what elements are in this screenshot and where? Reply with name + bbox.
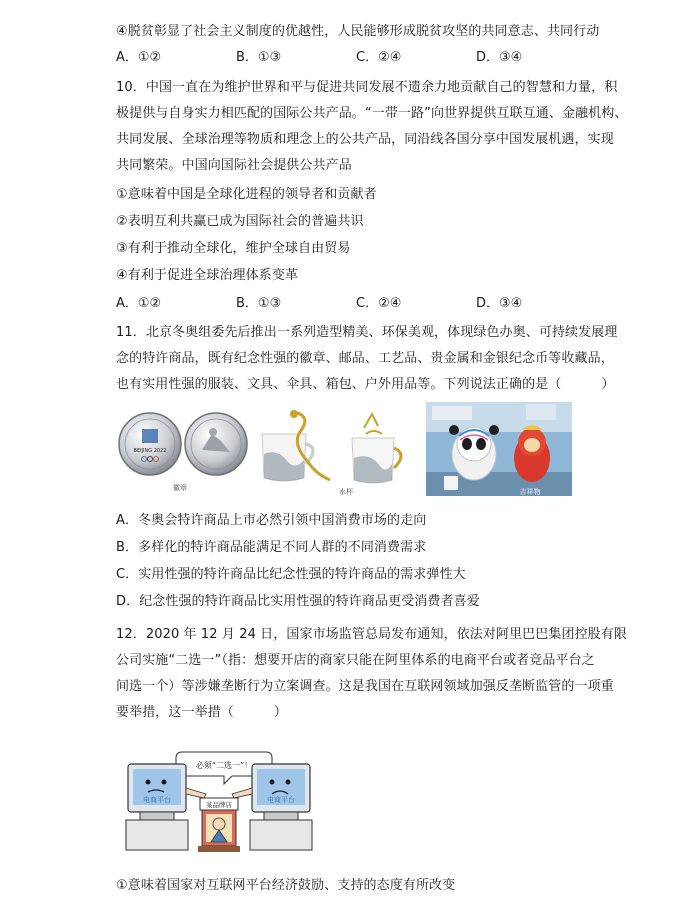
q11-option-a: A．冬奥会特许商品上市必然引领中国消费市场的走向 — [116, 513, 427, 528]
q11-stem-close-paren: ） — [601, 377, 615, 392]
q11-stem-line-3 — [116, 374, 615, 396]
right-screen-label: 电商平台 — [267, 796, 295, 804]
speech-bubble-text: 必须“二选一”！ — [195, 761, 253, 770]
q11-mascot-photo — [426, 402, 572, 496]
caption-cup: 水杯 — [339, 488, 353, 496]
q10-stem-line-1: 10．中国一直在为维护世界和平与促进共同发展不遗余力地贡献自己的智慧和力量，积 — [116, 80, 618, 95]
q9-option-d: D．③④ — [476, 50, 523, 65]
q9-option-b: B．①③ — [236, 50, 282, 65]
q12-stem-close-paren: ） — [273, 705, 288, 720]
q11-stem-line-2: 念的特许商品，既有纪念性强的徽章、邮品、工艺品、贵金属和金银纪念币等收藏品， — [116, 351, 614, 366]
q11-option-b: B．多样化的特许商品能满足不同人群的不同消费需求 — [116, 540, 427, 555]
q12-stem-line-2: 公司实施“二选一”（指：想要开店的商家只能在阿里体系的电商平台或者竞品平台之 — [116, 653, 595, 668]
caption-mascot: 吉祥物 — [519, 488, 541, 496]
q11-option-c: C．实用性强的特许商品比纪念性强的特许商品的需求弹性大 — [116, 567, 466, 582]
q11-cups-photo — [254, 404, 422, 496]
q10-stem-line-4: 共同繁荣。中国向国际社会提供公共产品 — [116, 158, 352, 173]
q10-options — [116, 293, 586, 315]
shop-sign-label: 某品牌店 — [206, 801, 232, 809]
q10-option-d: D．③④ — [476, 296, 523, 311]
q10-item-4: ④有利于促进全球治理体系变革 — [116, 268, 299, 283]
q9-options — [116, 47, 586, 69]
left-screen-label: 电商平台 — [143, 796, 171, 804]
q12-cartoon — [120, 748, 316, 864]
q10-item-2: ②表明互利共赢已成为国际社会的普遍共识 — [116, 214, 364, 229]
q12-stem-line-4 — [116, 702, 586, 724]
q10-option-a: A．①② — [116, 296, 162, 311]
coin-inscription: BEIJING 2022 — [133, 448, 167, 454]
merchant-figure — [213, 818, 225, 830]
q10-item-1: ①意味着中国是全球化进程的领导者和贡献者 — [116, 187, 377, 202]
q10-stem-line-3: 共同发展、全球治理等物质和理念上的公共产品，同沿线各国分享中国发展机遇，实现 — [116, 132, 614, 147]
q10-stem-line-2: 极提供与自身实力相匹配的国际公共产品。“一带一路”向世界提供互联互通、金融机构、 — [116, 106, 628, 121]
q9-item-4: ④脱贫彰显了社会主义制度的优越性，人民能够形成脱贫攻坚的共同意志、共同行动 — [116, 24, 600, 39]
q12-stem-line-3: 间选一个）等涉嫌垄断行为立案调查。这是我国在互联网领域加强反垄断监管的一项重 — [116, 679, 614, 694]
q12-stem-text: 要举措，这一举措（ — [116, 705, 234, 720]
q10-option-b: B．①③ — [236, 296, 282, 311]
q11-stem-text: 也有实用性强的服装、文具、伞具、箱包、户外用品等。下列说法正确的是（ — [116, 377, 562, 392]
q12-item-1: ①意味着国家对互联网平台经济鼓励、支持的态度有所改变 — [116, 878, 456, 893]
q11-coins-photo — [116, 404, 252, 494]
q9-option-a: A．①② — [116, 50, 162, 65]
coin-front — [119, 413, 181, 475]
q9-option-c: C．②④ — [356, 50, 402, 65]
q12-stem-line-1: 12．2020 年 12 月 24 日，国家市场监管总局发布通知，依法对阿里巴巴集团控股有限 — [116, 627, 627, 642]
q11-option-d: D．纪念性强的特许商品比实用性强的特许商品更受消费者喜爱 — [116, 594, 480, 609]
q10-option-c: C．②④ — [356, 296, 402, 311]
q10-item-3: ③有利于推动全球化，维护全球自由贸易 — [116, 241, 351, 256]
caption-badge: 徽章 — [173, 484, 187, 492]
q11-stem-line-1: 11．北京冬奥组委先后推出一系列造型精美、环保美观，体现绿色办奥、可持续发展理 — [116, 325, 618, 340]
